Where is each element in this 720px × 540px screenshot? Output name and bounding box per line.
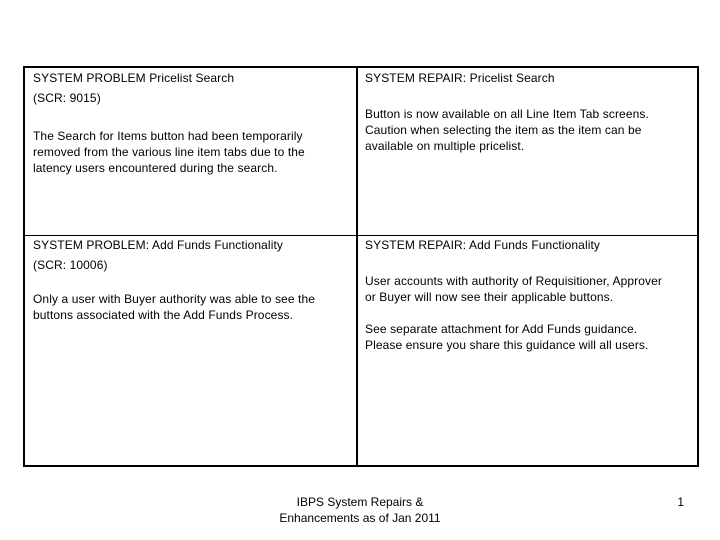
repairs-table: [23, 66, 699, 467]
problem-scr: (SCR: 9015): [33, 91, 101, 105]
repair-text-line: Please ensure you share this guidance will all users.: [365, 338, 649, 352]
repair-cell-pricelist-search: [365, 70, 695, 154]
problem-text-line: removed from the various line item tabs due to the: [33, 145, 305, 159]
problem-cell-pricelist-search: [33, 70, 348, 176]
column-divider: [356, 68, 358, 465]
row-divider: [25, 235, 697, 236]
footer-line: IBPS System Repairs &: [296, 495, 424, 509]
footer-line: Enhancements as of Jan 2011: [279, 511, 441, 525]
problem-title: SYSTEM PROBLEM: Add Funds Functionality: [33, 238, 283, 252]
repair-cell-add-funds: [365, 237, 695, 353]
repair-text-line: or Buyer will now see their applicable buttons.: [365, 290, 614, 304]
repair-text-line: User accounts with authority of Requisitioner, Approver: [365, 274, 662, 288]
problem-cell-add-funds: [33, 237, 348, 323]
problem-text-line: The Search for Items button had been temporarily: [33, 129, 303, 143]
repair-text-line: available on multiple pricelist.: [365, 139, 525, 153]
slide-footer: [250, 494, 470, 526]
repair-text-line: Button is now available on all Line Item Tab screens.: [365, 107, 649, 121]
repair-text-line: See separate attachment for Add Funds guidance.: [365, 322, 638, 336]
page-number: 1: [677, 495, 684, 509]
problem-text-line: buttons associated with the Add Funds Process.: [33, 308, 294, 322]
problem-scr: (SCR: 10006): [33, 258, 108, 272]
problem-title: SYSTEM PROBLEM Pricelist Search: [33, 71, 235, 85]
problem-text-line: latency users encountered during the search.: [33, 161, 278, 175]
repair-title: SYSTEM REPAIR: Add Funds Functionality: [365, 238, 601, 252]
repair-text-line: Caution when selecting the item as the item can be: [365, 123, 642, 137]
repair-title: SYSTEM REPAIR: Pricelist Search: [365, 71, 555, 85]
problem-text-line: Only a user with Buyer authority was able to see the: [33, 292, 316, 306]
